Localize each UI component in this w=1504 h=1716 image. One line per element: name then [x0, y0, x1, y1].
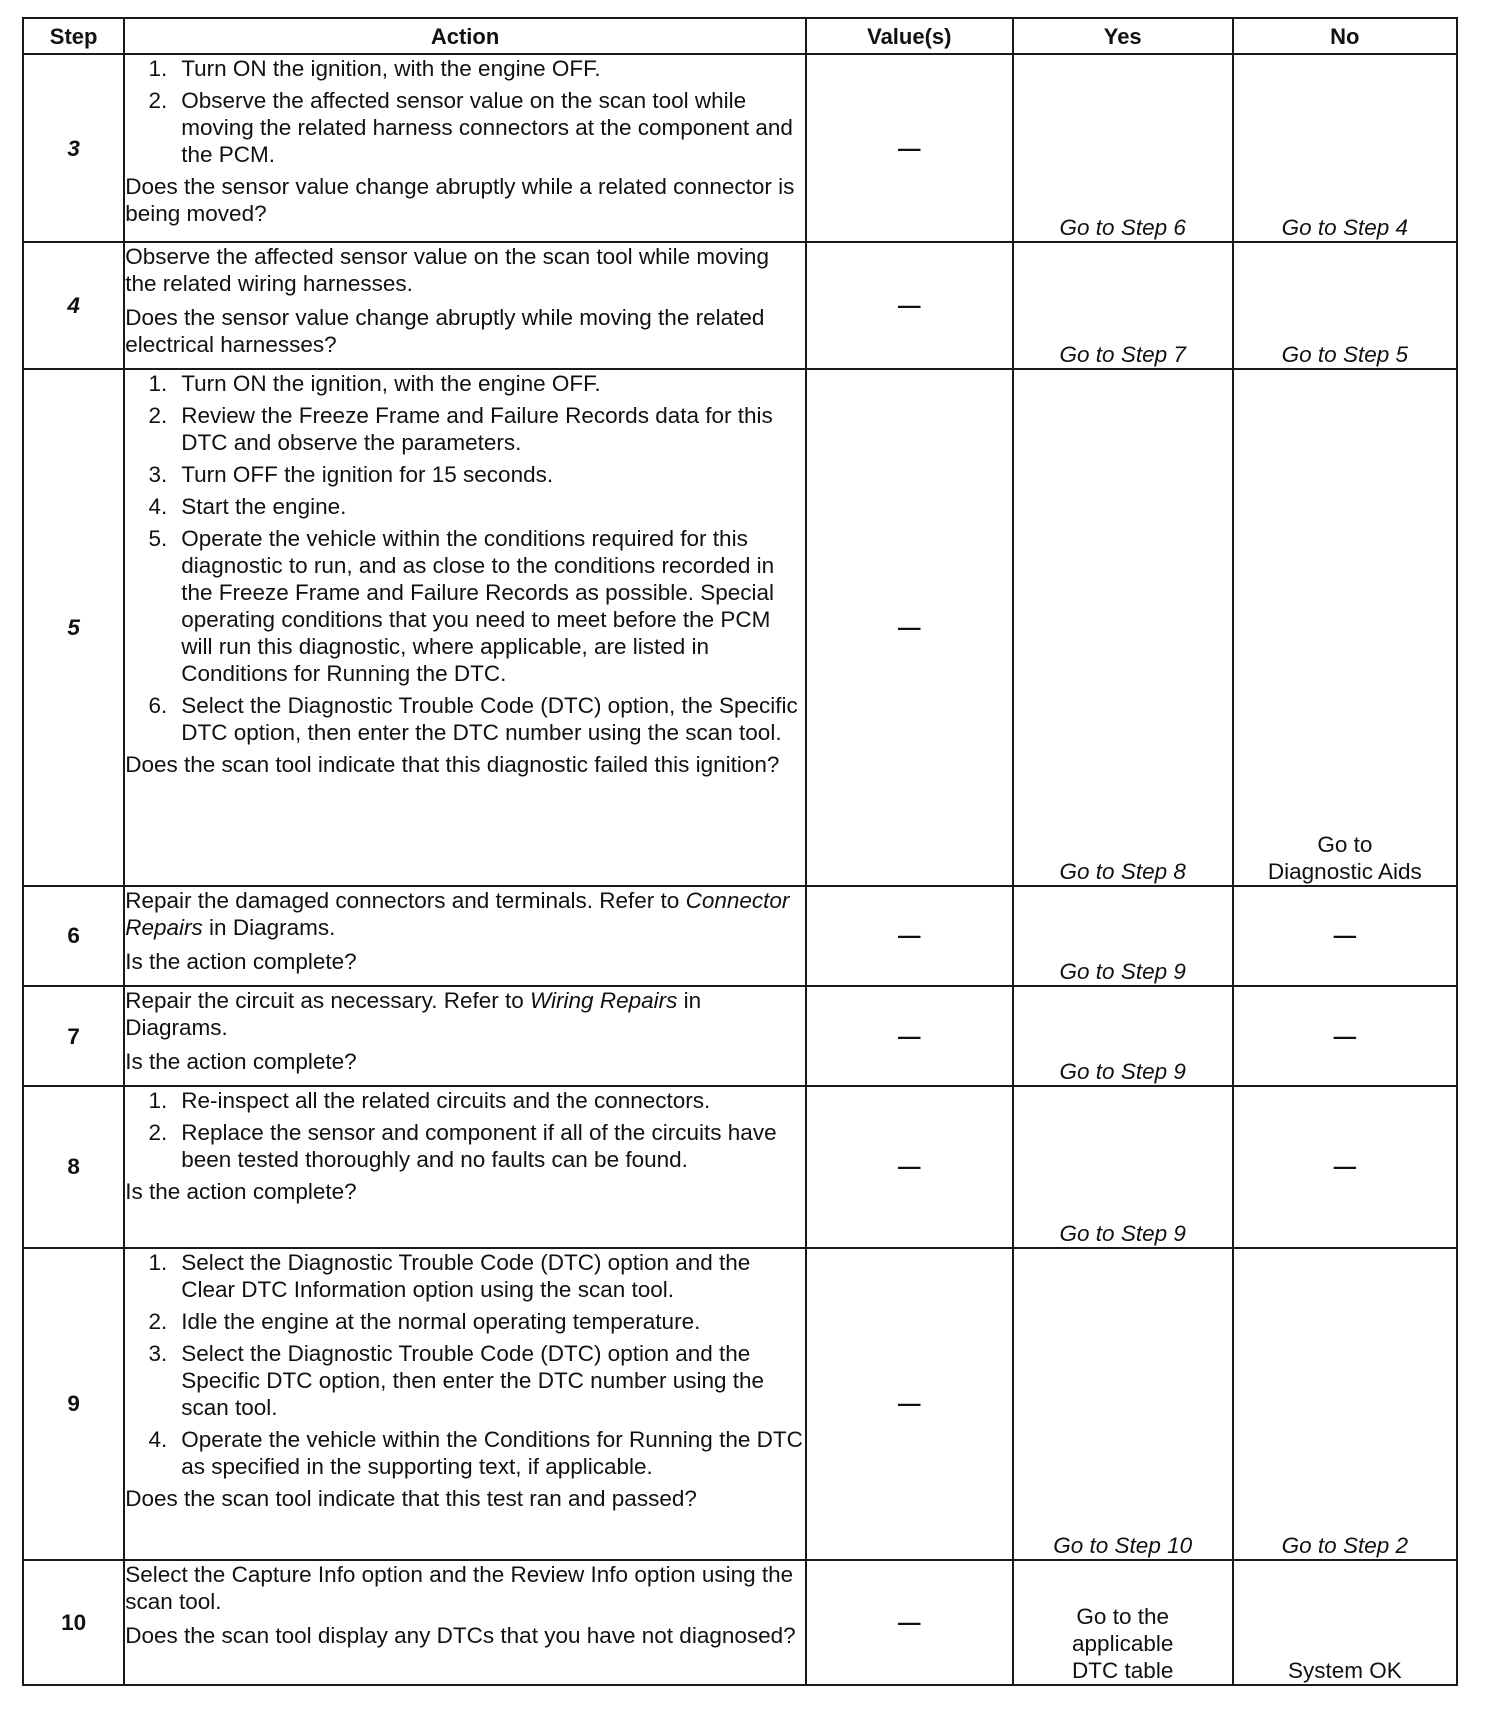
value-cell: — — [806, 54, 1013, 242]
list-item: 2. Replace the sensor and component if all of the circuits have been tested thoroughly and no faults can be found. — [125, 1119, 805, 1173]
action-step-text: Operate the vehicle within the Conditions for Running the DTC as specified in the supporting text, if applicable. — [181, 1427, 803, 1480]
header-no: No — [1233, 18, 1457, 54]
action-cell — [124, 986, 806, 1086]
step-number: 10 — [23, 1560, 124, 1686]
value-cell: — — [806, 1086, 1013, 1248]
yes-link[interactable]: Go to Step 7 — [1013, 242, 1233, 369]
yes-link[interactable]: Go to Step 6 — [1013, 54, 1233, 242]
table-row — [23, 986, 1457, 1086]
list-item: 1. Turn ON the ignition, with the engine OFF. — [125, 370, 805, 397]
no-result: System OK — [1233, 1560, 1457, 1686]
action-step-text: Start the engine. — [181, 493, 347, 519]
table-row — [23, 54, 1457, 242]
instruction-text: Repair the circuit as necessary. Refer to — [125, 988, 524, 1014]
no-value: — — [1233, 986, 1457, 1086]
action-instruction: Observe the affected sensor value on the scan tool while moving the related wiring harnesses. — [125, 244, 769, 297]
action-step-text: Select the Diagnostic Trouble Code (DTC) option and the Clear DTC Information option using the scan tool. — [181, 1250, 751, 1303]
yes-link-line: DTC table — [1072, 1658, 1174, 1683]
no-link[interactable]: Go to Step 2 — [1233, 1248, 1457, 1559]
no-value: — — [1233, 1086, 1457, 1248]
instruction-text: Repair the damaged connectors and terminals. Refer to — [125, 887, 680, 913]
no-link[interactable]: Go to Step 4 — [1233, 54, 1457, 242]
list-item: 6. Select the Diagnostic Trouble Code (DTC) option, the Specific DTC option, then enter the DTC number using the scan tool. — [125, 692, 805, 746]
list-item: 1. Re-inspect all the related circuits and the connectors. — [125, 1087, 805, 1114]
yes-link[interactable]: Go to Step 10 — [1013, 1248, 1233, 1559]
action-cell — [124, 369, 806, 886]
list-item: 3. Select the Diagnostic Trouble Code (DTC) option and the Specific DTC option, then enter the DTC number using the scan tool. — [125, 1340, 805, 1421]
action-step-text: Operate the vehicle within the conditions required for this diagnostic to run, and as close to the conditions recorded in the Freeze Frame and Failure Records as possible. Special operating conditions that you need to meet before the PCM will run this diagnostic, where applicable, are listed in Conditions for Running the DTC. — [181, 525, 775, 686]
list-item: 2. Idle the engine at the normal operating temperature. — [125, 1308, 805, 1335]
step-number: 6 — [23, 886, 124, 987]
instruction-text: Diagrams. — [232, 914, 336, 940]
yes-link-line: applicable — [1072, 1631, 1174, 1656]
action-instruction — [125, 887, 805, 941]
action-step-text: Turn OFF the ignition for 15 seconds. — [181, 461, 554, 487]
header-action: Action — [124, 18, 806, 54]
instruction-text: in — [683, 988, 702, 1014]
value-cell: — — [806, 1248, 1013, 1559]
list-item: 2. Observe the affected sensor value on the scan tool while moving the related harness connectors at the component and the PCM. — [125, 87, 805, 168]
yes-link-line: Go to the — [1076, 1604, 1169, 1629]
action-step-text: Idle the engine at the normal operating temperature. — [181, 1309, 701, 1335]
value-cell: — — [806, 242, 1013, 369]
no-link[interactable]: Go to Step 5 — [1233, 242, 1457, 369]
action-step-text: Select the Diagnostic Trouble Code (DTC) option, the Specific DTC option, then enter the DTC number using the scan tool. — [181, 692, 798, 745]
action-cell — [124, 886, 806, 987]
action-instruction — [125, 987, 805, 1041]
action-cell — [124, 242, 806, 369]
header-values: Value(s) — [806, 18, 1013, 54]
action-question: Is the action complete? — [125, 1049, 357, 1075]
yes-link[interactable]: Go to Step 9 — [1013, 886, 1233, 987]
table-row — [23, 886, 1457, 987]
list-item: 4. Start the engine. — [125, 493, 805, 520]
step-number: 9 — [23, 1248, 124, 1559]
value-cell: — — [806, 886, 1013, 987]
list-item: 2. Review the Freeze Frame and Failure Records data for this DTC and observe the parameters. — [125, 402, 805, 456]
table-row — [23, 369, 1457, 886]
table-row — [23, 1560, 1457, 1686]
list-item: 3. Turn OFF the ignition for 15 seconds. — [125, 461, 805, 488]
action-question: Does the scan tool indicate that this test ran and passed? — [125, 1486, 697, 1512]
list-item: 5. Operate the vehicle within the conditions required for this diagnostic to run, and as close to the conditions recorded in the Freeze Frame and Failure Records as possible. Special operating conditions that you need to meet before the PCM will run this diagnostic, where applicable, are listed in Conditions for Running the DTC. — [125, 525, 805, 687]
header-yes: Yes — [1013, 18, 1233, 54]
action-question: Does the sensor value change abruptly while moving the related electrical harnesses? — [125, 305, 765, 358]
step-number: 5 — [23, 369, 124, 886]
value-cell: — — [806, 986, 1013, 1086]
step-number: 7 — [23, 986, 124, 1086]
value-cell: — — [806, 1560, 1013, 1686]
step-number: 4 — [23, 242, 124, 369]
list-item: 1. Turn ON the ignition, with the engine OFF. — [125, 55, 805, 82]
step-number: 8 — [23, 1086, 124, 1248]
action-step-text: Observe the affected sensor value on the scan tool while moving the related harness connectors at the component and the PCM. — [181, 88, 793, 167]
action-question: Is the action complete? — [125, 1178, 357, 1204]
table-row — [23, 1248, 1457, 1559]
action-cell — [124, 1248, 806, 1559]
action-step-text: Re-inspect all the related circuits and the connectors. — [181, 1087, 711, 1113]
instruction-text: Diagrams. — [125, 1015, 228, 1041]
diagnostic-table — [22, 17, 1458, 1686]
action-step-text: Select the Diagnostic Trouble Code (DTC) option and the Specific DTC option, then enter the DTC number using the scan tool. — [181, 1341, 765, 1421]
action-instruction: Select the Capture Info option and the Review Info option using the scan tool. — [125, 1561, 794, 1614]
action-cell — [124, 54, 806, 242]
action-question: Does the scan tool display any DTCs that you have not diagnosed? — [125, 1622, 796, 1648]
yes-link[interactable]: Go to Step 9 — [1013, 1086, 1233, 1248]
action-question: Is the action complete? — [125, 948, 357, 974]
action-step-text: Turn ON the ignition, with the engine OFF. — [181, 370, 601, 396]
step-number: 3 — [23, 54, 124, 242]
table-row — [23, 1086, 1457, 1248]
table-row — [23, 242, 1457, 369]
action-step-text: Review the Freeze Frame and Failure Records data for this DTC and observe the parameters. — [181, 402, 773, 455]
no-link-line: Diagnostic Aids — [1267, 858, 1422, 884]
no-link-line: Go to — [1317, 831, 1373, 857]
reference-link[interactable]: Connector Repairs — [125, 887, 790, 940]
yes-link[interactable]: Go to Step 8 — [1013, 369, 1233, 886]
header-row — [23, 18, 1457, 54]
no-value: — — [1233, 886, 1457, 987]
yes-link[interactable]: Go to Step 9 — [1013, 986, 1233, 1086]
list-item: 4. Operate the vehicle within the Conditions for Running the DTC as specified in the supporting text, if applicable. — [125, 1426, 805, 1480]
action-question: Does the sensor value change abruptly while a related connector is being moved? — [125, 174, 795, 226]
header-step: Step — [23, 18, 124, 54]
yes-link[interactable] — [1013, 1560, 1233, 1686]
action-cell — [124, 1560, 806, 1686]
instruction-text: in — [209, 914, 227, 940]
value-cell: — — [806, 369, 1013, 886]
action-cell — [124, 1086, 806, 1248]
action-step-text: Turn ON the ignition, with the engine OFF. — [181, 56, 601, 81]
no-link[interactable] — [1233, 369, 1457, 886]
action-step-text: Replace the sensor and component if all of the circuits have been tested thoroughly and no faults can be found. — [181, 1119, 777, 1172]
list-item: 1. Select the Diagnostic Trouble Code (DTC) option and the Clear DTC Information option using the scan tool. — [125, 1249, 805, 1303]
reference-link[interactable]: Wiring Repairs — [530, 988, 678, 1014]
action-question: Does the scan tool indicate that this diagnostic failed this ignition? — [125, 751, 780, 777]
